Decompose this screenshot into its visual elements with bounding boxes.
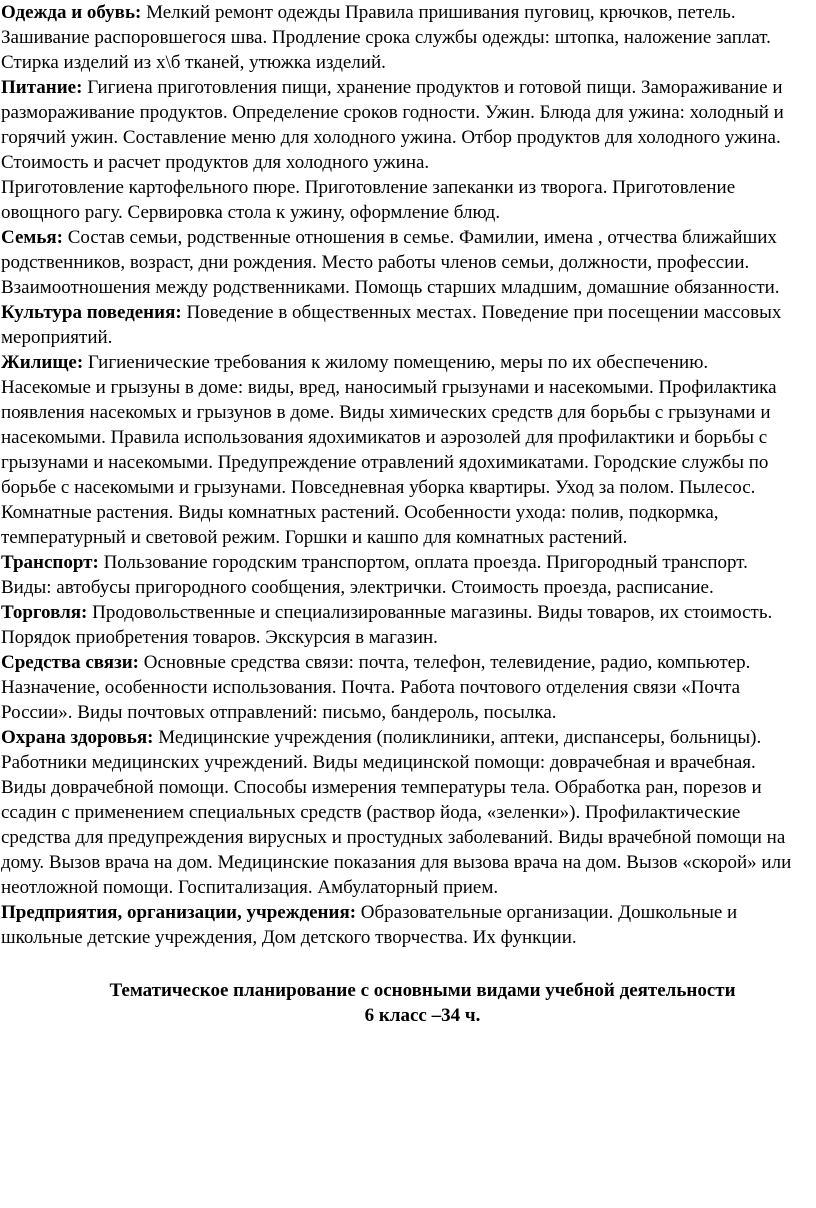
section-text: Поведение в общественных местах. Поведение при посещении массовых мероприятий. bbox=[1, 302, 782, 348]
section-heading: Питание: bbox=[1, 77, 83, 98]
section-text: Гигиенические требования к жилому помещению, меры по их обеспечению. Насекомые и грызуны в доме: виды, вред, наносимый грызунами и насекомыми. Профилактика появления насекомых и грызунов в доме. Виды химических средств для борьбы с грызунами и насекомыми. Правила использования ядохимикатов и аэрозолей для профилактики и борьбы с грызунами и насекомыми. Предупреждение отравлений ядохимикатами. Городские службы по борьбе с насекомыми и грызунами. Повседневная уборка квартиры. Уход за полом. Пылесос. Комнатные растения. Виды комнатных растений. Особенности ухода: полив, подкормка, температурный и световой режим. Горшки и кашпо для комнатных растений. bbox=[1, 352, 777, 548]
section-transport bbox=[1, 550, 802, 600]
section-text: Приготовление картофельного пюре. Приготовление запеканки из творога. Приготовление овощного рагу. Сервировка стола к ужину, оформление блюд. bbox=[1, 177, 736, 223]
planning-title bbox=[1, 978, 802, 1028]
section-cooking bbox=[1, 175, 802, 225]
section-text: Состав семьи, родственные отношения в семье. Фамилии, имена , отчества ближайших родственников, возраст, дни рождения. Место работы членов семьи, должности, профессии. Взаимоотношения между родственниками. Помощь старших младшим, домашние обязанности. bbox=[1, 227, 780, 298]
section-heading: Транспорт: bbox=[1, 552, 99, 573]
section-communication bbox=[1, 650, 802, 725]
section-housing bbox=[1, 350, 802, 550]
section-heading: Культура поведения: bbox=[1, 302, 182, 323]
section-text: Основные средства связи: почта, телефон, телевидение, радио, компьютер. Назначение, особенности использования. Почта. Работа почтового отделения связи «Почта России». Виды почтовых отправлений: письмо, бандероль, посылка. bbox=[1, 652, 751, 723]
section-health bbox=[1, 725, 802, 900]
planning-title-grade: 6 класс –34 ч. bbox=[364, 1005, 481, 1026]
section-heading: Средства связи: bbox=[1, 652, 139, 673]
section-heading: Семья: bbox=[1, 227, 63, 248]
planning-title-line1: Тематическое планирование с основными видами учебной деятельности bbox=[109, 980, 736, 1001]
section-heading: Охрана здоровья: bbox=[1, 727, 154, 748]
section-heading: Жилище: bbox=[1, 352, 84, 373]
section-family bbox=[1, 225, 802, 300]
section-organizations bbox=[1, 900, 802, 950]
section-heading: Одежда и обувь: bbox=[1, 2, 142, 23]
section-text: Пользование городским транспортом, оплата проезда. Пригородный транспорт. Виды: автобусы пригородного сообщения, электрички. Стоимость проезда, расписание. bbox=[1, 552, 748, 598]
section-text: Образовательные организации. Дошкольные и школьные детские учреждения, Дом детского творчества. Их функции. bbox=[1, 902, 738, 948]
section-text: Гигиена приготовления пищи, хранение продуктов и готовой пищи. Замораживание и размораживание продуктов. Определение сроков годности. Ужин. Блюда для ужина: холодный и горячий ужин. Составление меню для холодного ужина. Отбор продуктов для холодного ужина. Стоимость и расчет продуктов для холодного ужина. bbox=[1, 77, 784, 173]
section-heading: Торговля: bbox=[1, 602, 88, 623]
section-text: Медицинские учреждения (поликлиники, аптеки, диспансеры, больницы). Работники медицинских учреждений. Виды медицинской помощи: доврачебная и врачебная. Виды доврачебной помощи. Способы измерения температуры тела. Обработка ран, порезов и ссадин с применением специальных средств (раствор йода, «зеленки»). Профилактические средства для предупреждения вирусных и простудных заболеваний. Виды врачебной помощи на дому. Вызов врача на дом. Медицинские показания для вызова врача на дом. Вызов «скорой» или неотложной помощи. Госпитализация. Амбулаторный прием. bbox=[1, 727, 792, 898]
section-clothing bbox=[1, 0, 802, 75]
section-nutrition bbox=[1, 75, 802, 175]
section-heading: Предприятия, организации, учреждения: bbox=[1, 902, 357, 923]
section-text: Мелкий ремонт одежды Правила пришивания пуговиц, крючков, петель. Зашивание распоровшегося шва. Продление срока службы одежды: штопка, наложение заплат. Стирка изделий из х\б тканей, утюжка изделий. bbox=[1, 2, 771, 73]
section-text: Продовольственные и специализированные магазины. Виды товаров, их стоимость. Порядок приобретения товаров. Экскурсия в магазин. bbox=[1, 602, 773, 648]
section-behavior bbox=[1, 300, 802, 350]
section-trade bbox=[1, 600, 802, 650]
